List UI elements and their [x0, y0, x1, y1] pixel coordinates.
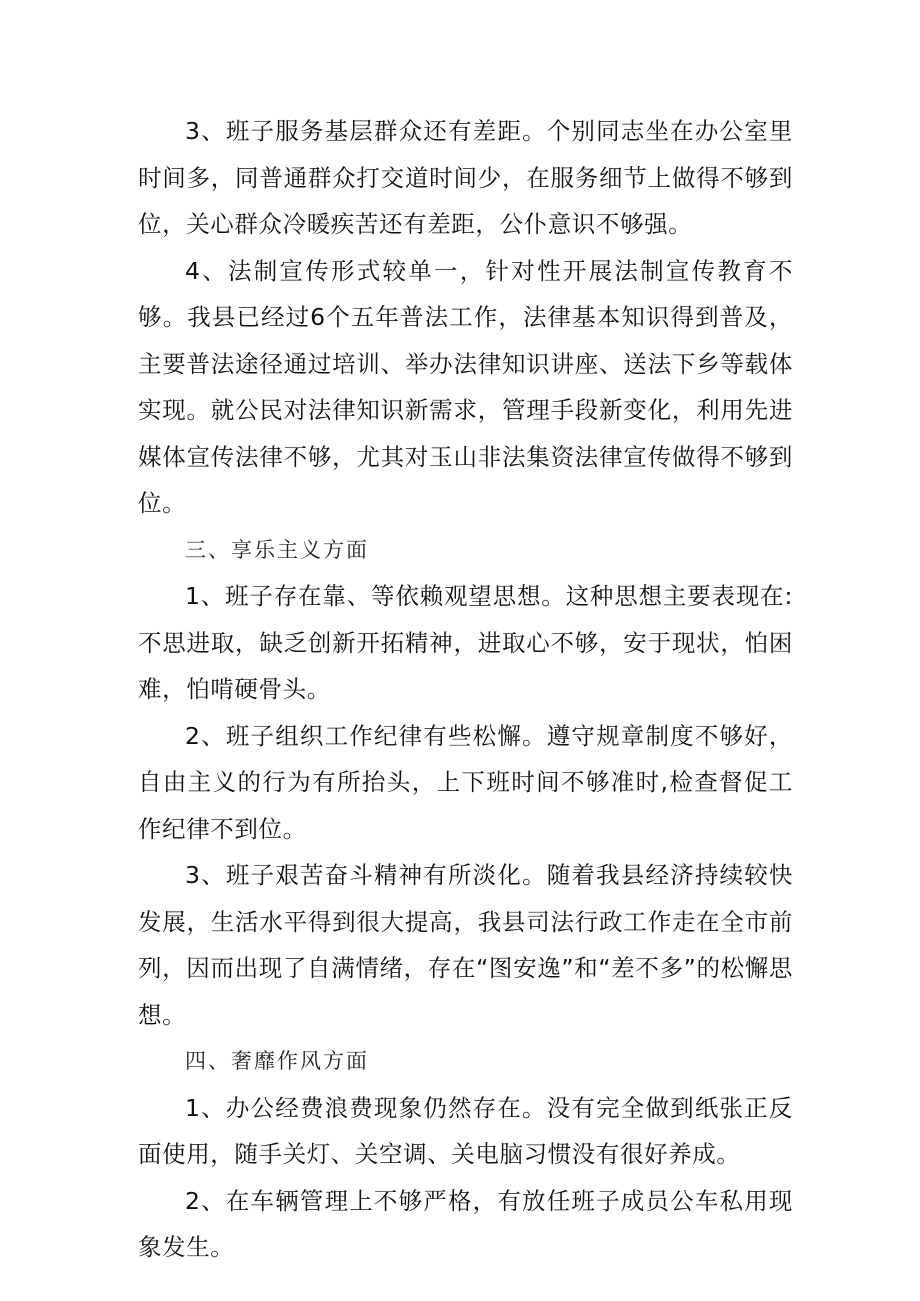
document-page — [138, 108, 793, 1271]
paragraph-office-waste: 1、办公经费浪费现象仍然存在。没有完全做到纸张正反面使用，随手关灯、关空调、关电脑习惯没有很好养成。 — [138, 1093, 793, 1168]
paragraph-work-discipline: 2、班子组织工作纪律有些松懈。遵守规章制度不够好，自由主义的行为有所抬头，上下班时间不够准时,检查督促工作纪律不到位。 — [138, 721, 793, 843]
paragraph-vehicle-management: 2、在车辆管理上不够严格，有放任班子成员公车私用现象发生。 — [138, 1186, 793, 1261]
paragraph-hard-work-spirit: 3、班子艰苦奋斗精神有所淡化。随着我县经济持续较快发展，生活水平得到很大提高，我县司法行政工作走在全市前列，因而出现了自满情绪，存在“图安逸”和“差不多”的松懈思想。 — [138, 861, 793, 1029]
paragraph-service-gap: 3、班子服务基层群众还有差距。个别同志坐在办公室里时间多，同普通群众打交道时间少，在服务细节上做得不够到位，关心群众冷暖疾苦还有差距，公仆意识不够强。 — [138, 117, 793, 238]
section-heading-hedonism: 三、享乐主义方面 — [185, 537, 369, 562]
paragraph-legal-publicity: 4、法制宣传形式较单一，针对性开展法制宣传教育不够。我县已经过6个五年普法工作，法律基本知识得到普及，主要普法途径通过培训、举办法律知识讲座、送法下乡等载体实现。就公民对法律知识新需求，管理手段新变化，利用先进媒体宣传法律不够，尤其对玉山非法集资法律宣传做得不够到位。 — [138, 256, 793, 517]
paragraph-dependency-thinking: 1、班子存在靠、等依赖观望思想。这种思想主要表现在:不思进取，缺乏创新开拓精神，进取心不够，安于现状，怕困难，怕啃硬骨头。 — [138, 582, 793, 703]
section-heading-extravagance: 四、奢靡作风方面 — [185, 1049, 369, 1073]
